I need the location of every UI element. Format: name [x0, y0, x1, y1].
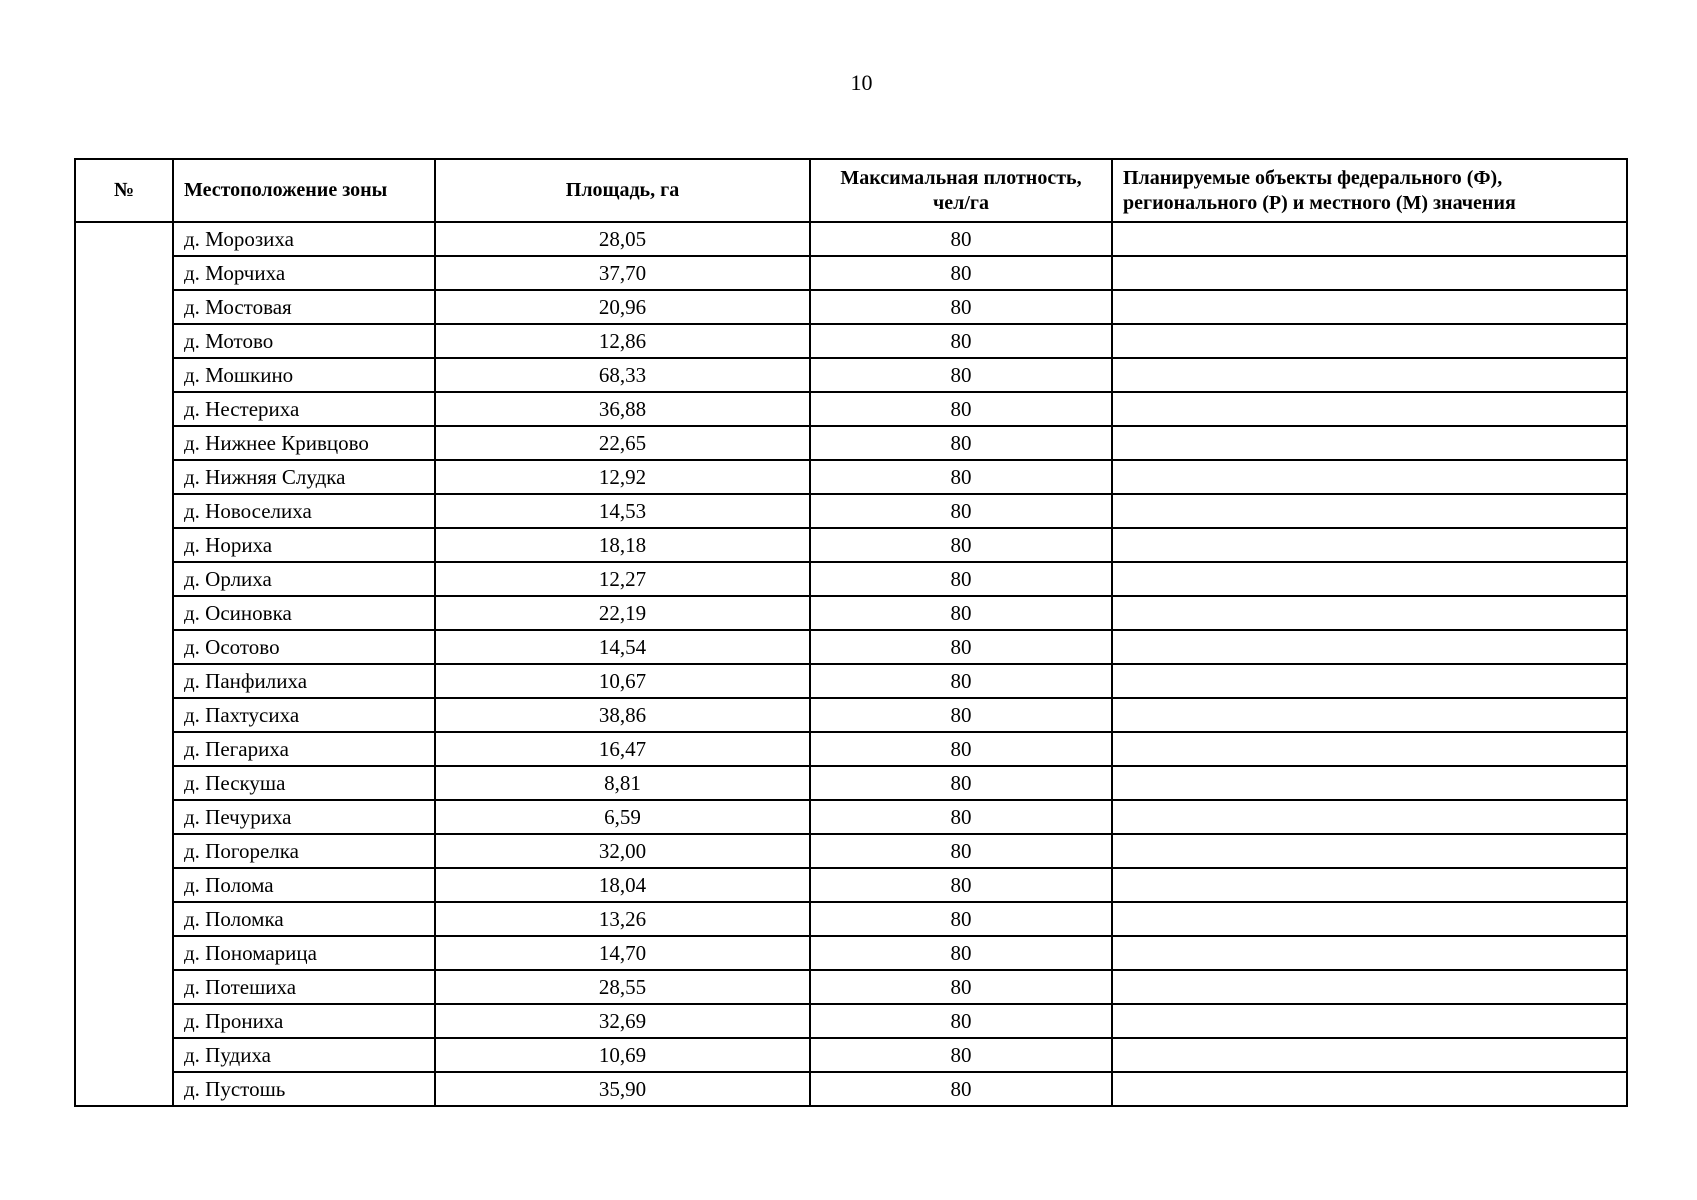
area-cell: 28,05 — [435, 222, 810, 256]
objects-cell — [1112, 732, 1627, 766]
objects-cell — [1112, 970, 1627, 1004]
density-cell: 80 — [810, 494, 1112, 528]
location-cell: д. Пескуша — [173, 766, 435, 800]
location-cell: д. Осотово — [173, 630, 435, 664]
table-row — [75, 766, 1627, 800]
table-row — [75, 1038, 1627, 1072]
location-cell: д. Нориха — [173, 528, 435, 562]
location-cell: д. Панфилиха — [173, 664, 435, 698]
objects-cell — [1112, 494, 1627, 528]
header-objects-line1: Планируемые объекты федерального (Ф), — [1123, 166, 1503, 189]
area-cell: 38,86 — [435, 698, 810, 732]
header-objects — [1112, 159, 1627, 222]
location-cell: д. Полома — [173, 868, 435, 902]
objects-cell — [1112, 324, 1627, 358]
objects-cell — [1112, 596, 1627, 630]
objects-cell — [1112, 222, 1627, 256]
header-area: Площадь, га — [435, 159, 810, 222]
density-cell: 80 — [810, 698, 1112, 732]
location-cell: д. Печуриха — [173, 800, 435, 834]
table-row — [75, 562, 1627, 596]
header-objects-line2: регионального (Р) и местного (М) значения — [1123, 191, 1516, 214]
location-cell: д. Морчиха — [173, 256, 435, 290]
header-location: Местоположение зоны — [173, 159, 435, 222]
density-cell: 80 — [810, 358, 1112, 392]
table-row — [75, 290, 1627, 324]
table-row — [75, 596, 1627, 630]
header-number: № — [75, 159, 173, 222]
density-cell: 80 — [810, 868, 1112, 902]
objects-cell — [1112, 562, 1627, 596]
objects-cell — [1112, 1072, 1627, 1106]
objects-cell — [1112, 630, 1627, 664]
objects-cell — [1112, 256, 1627, 290]
area-cell: 68,33 — [435, 358, 810, 392]
density-cell: 80 — [810, 902, 1112, 936]
density-cell: 80 — [810, 222, 1112, 256]
objects-cell — [1112, 902, 1627, 936]
area-cell: 32,69 — [435, 1004, 810, 1038]
table-row — [75, 698, 1627, 732]
location-cell: д. Орлиха — [173, 562, 435, 596]
table-row — [75, 256, 1627, 290]
density-cell: 80 — [810, 324, 1112, 358]
density-cell: 80 — [810, 630, 1112, 664]
location-cell: д. Нестериха — [173, 392, 435, 426]
location-cell: д. Пудиха — [173, 1038, 435, 1072]
location-cell: д. Пустошь — [173, 1072, 435, 1106]
density-cell: 80 — [810, 936, 1112, 970]
table-row — [75, 1004, 1627, 1038]
density-cell: 80 — [810, 290, 1112, 324]
number-cell — [75, 222, 173, 1106]
table-row — [75, 868, 1627, 902]
objects-cell — [1112, 766, 1627, 800]
area-cell: 14,53 — [435, 494, 810, 528]
area-cell: 35,90 — [435, 1072, 810, 1106]
table-row — [75, 630, 1627, 664]
page-number: 10 — [850, 70, 873, 95]
density-cell: 80 — [810, 664, 1112, 698]
density-cell: 80 — [810, 834, 1112, 868]
table-row — [75, 902, 1627, 936]
objects-cell — [1112, 528, 1627, 562]
density-cell: 80 — [810, 596, 1112, 630]
zones-table — [74, 158, 1628, 1107]
location-cell: д. Пегариха — [173, 732, 435, 766]
location-cell: д. Нижняя Слудка — [173, 460, 435, 494]
location-cell: д. Мошкино — [173, 358, 435, 392]
table-row — [75, 528, 1627, 562]
location-cell: д. Погорелка — [173, 834, 435, 868]
objects-cell — [1112, 290, 1627, 324]
area-cell: 13,26 — [435, 902, 810, 936]
density-cell: 80 — [810, 1004, 1112, 1038]
table-row — [75, 358, 1627, 392]
location-cell: д. Мотово — [173, 324, 435, 358]
density-cell: 80 — [810, 732, 1112, 766]
density-cell: 80 — [810, 460, 1112, 494]
objects-cell — [1112, 392, 1627, 426]
density-cell: 80 — [810, 1038, 1112, 1072]
table-row — [75, 800, 1627, 834]
table-row — [75, 834, 1627, 868]
table-row — [75, 222, 1627, 256]
table-row — [75, 460, 1627, 494]
area-cell: 12,27 — [435, 562, 810, 596]
density-cell: 80 — [810, 562, 1112, 596]
table-row — [75, 494, 1627, 528]
area-cell: 12,86 — [435, 324, 810, 358]
density-cell: 80 — [810, 528, 1112, 562]
objects-cell — [1112, 698, 1627, 732]
area-cell: 6,59 — [435, 800, 810, 834]
table-row — [75, 392, 1627, 426]
area-cell: 36,88 — [435, 392, 810, 426]
header-density-line2: чел/га — [932, 191, 989, 214]
table-row — [75, 664, 1627, 698]
area-cell: 22,19 — [435, 596, 810, 630]
table-header-row — [75, 159, 1627, 222]
area-cell: 20,96 — [435, 290, 810, 324]
area-cell: 37,70 — [435, 256, 810, 290]
area-cell: 14,54 — [435, 630, 810, 664]
location-cell: д. Пономарица — [173, 936, 435, 970]
area-cell: 10,69 — [435, 1038, 810, 1072]
objects-cell — [1112, 460, 1627, 494]
area-cell: 22,65 — [435, 426, 810, 460]
density-cell: 80 — [810, 800, 1112, 834]
objects-cell — [1112, 358, 1627, 392]
objects-cell — [1112, 800, 1627, 834]
header-density-line1: Максимальная плотность, — [840, 166, 1082, 189]
area-cell: 32,00 — [435, 834, 810, 868]
objects-cell — [1112, 1038, 1627, 1072]
area-cell: 16,47 — [435, 732, 810, 766]
density-cell: 80 — [810, 426, 1112, 460]
location-cell: д. Новоселиха — [173, 494, 435, 528]
table-body — [75, 222, 1627, 1106]
header-density — [810, 159, 1112, 222]
table-row — [75, 324, 1627, 358]
objects-cell — [1112, 834, 1627, 868]
area-cell: 14,70 — [435, 936, 810, 970]
density-cell: 80 — [810, 256, 1112, 290]
table-row — [75, 732, 1627, 766]
table-row — [75, 1072, 1627, 1106]
objects-cell — [1112, 426, 1627, 460]
objects-cell — [1112, 868, 1627, 902]
location-cell: д. Потешиха — [173, 970, 435, 1004]
area-cell: 28,55 — [435, 970, 810, 1004]
location-cell: д. Нижнее Кривцово — [173, 426, 435, 460]
objects-cell — [1112, 936, 1627, 970]
objects-cell — [1112, 664, 1627, 698]
location-cell: д. Пахтусиха — [173, 698, 435, 732]
area-cell: 18,04 — [435, 868, 810, 902]
density-cell: 80 — [810, 1072, 1112, 1106]
objects-cell — [1112, 1004, 1627, 1038]
table-row — [75, 970, 1627, 1004]
area-cell: 8,81 — [435, 766, 810, 800]
location-cell: д. Морозиха — [173, 222, 435, 256]
location-cell: д. Прониха — [173, 1004, 435, 1038]
area-cell: 18,18 — [435, 528, 810, 562]
location-cell: д. Осиновка — [173, 596, 435, 630]
density-cell: 80 — [810, 766, 1112, 800]
table-row — [75, 426, 1627, 460]
density-cell: 80 — [810, 392, 1112, 426]
area-cell: 10,67 — [435, 664, 810, 698]
location-cell: д. Мостовая — [173, 290, 435, 324]
area-cell: 12,92 — [435, 460, 810, 494]
table-row — [75, 936, 1627, 970]
location-cell: д. Поломка — [173, 902, 435, 936]
density-cell: 80 — [810, 970, 1112, 1004]
